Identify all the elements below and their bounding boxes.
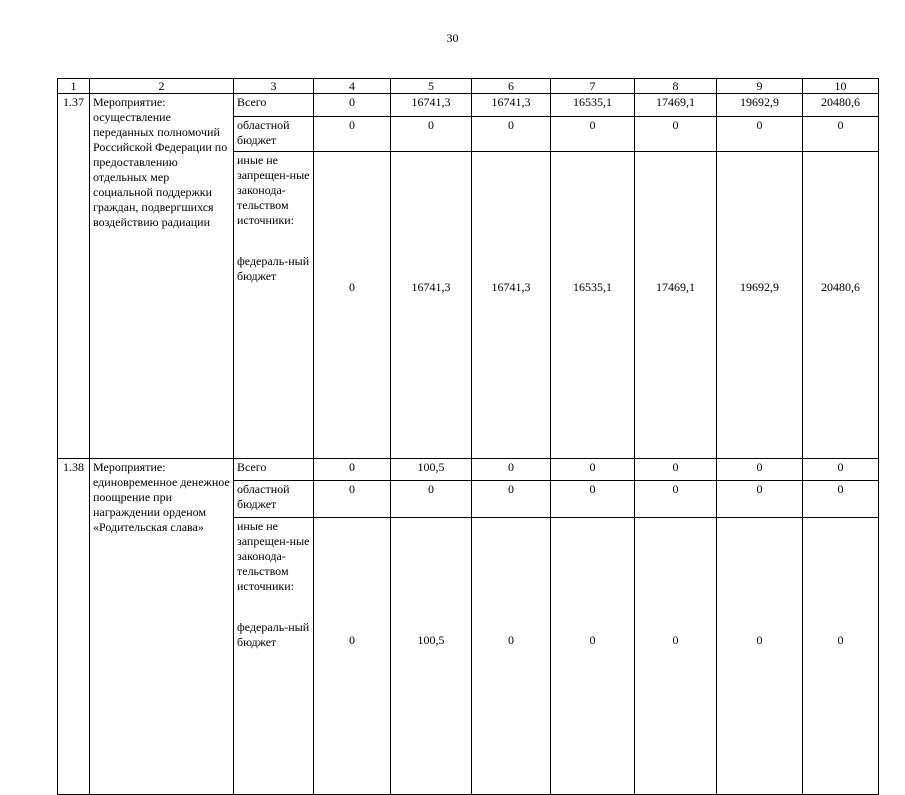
value-cell: 0 <box>314 481 391 518</box>
column-header: 2 <box>90 79 234 94</box>
value-cell: 0 <box>803 518 879 795</box>
value-cell: 0 <box>717 481 803 518</box>
column-header: 6 <box>472 79 551 94</box>
value-cell: 0 <box>551 117 635 152</box>
value-cell: 17469,1 <box>635 152 717 459</box>
value-cell: 20480,6 <box>803 152 879 459</box>
source-header: иные не запрещен-ные законода-тельством источники: <box>237 519 310 593</box>
value-cell: 16535,1 <box>551 94 635 117</box>
page-number: 30 <box>446 31 459 45</box>
column-header: 4 <box>314 79 391 94</box>
value-cell: 19692,9 <box>717 152 803 459</box>
value-cell: 0 <box>391 117 472 152</box>
table-row <box>58 94 879 117</box>
value-cell: 0 <box>472 117 551 152</box>
budget-table <box>57 78 879 795</box>
table-row <box>58 459 879 481</box>
source-label: Всего <box>234 459 314 481</box>
value-cell: 0 <box>551 459 635 481</box>
column-header: 1 <box>58 79 90 94</box>
value-cell: 0 <box>551 518 635 795</box>
value-cell: 0 <box>314 459 391 481</box>
column-header: 5 <box>391 79 472 94</box>
source-cell <box>234 152 314 459</box>
value-cell: 100,5 <box>391 459 472 481</box>
value-cell: 0 <box>551 481 635 518</box>
column-header: 9 <box>717 79 803 94</box>
value-cell: 100,5 <box>391 518 472 795</box>
value-cell: 16741,3 <box>391 94 472 117</box>
row-description: Мероприятие: осуществление переданных полномочий Российской Федерации по предоставлению отдельных мер социальной поддержки граждан, подвергшихся воздействию радиации <box>90 94 234 459</box>
value-cell: 16535,1 <box>551 152 635 459</box>
value-cell: 0 <box>472 518 551 795</box>
row-index: 1.37 <box>58 94 90 459</box>
value-cell: 0 <box>314 518 391 795</box>
source-label: федераль-ный бюджет <box>237 620 310 649</box>
value-cell: 0 <box>803 459 879 481</box>
value-cell: 0 <box>472 481 551 518</box>
value-cell: 16741,3 <box>391 152 472 459</box>
value-cell: 0 <box>314 152 391 459</box>
value-cell: 0 <box>635 518 717 795</box>
column-header: 3 <box>234 79 314 94</box>
column-header: 8 <box>635 79 717 94</box>
value-cell: 0 <box>717 459 803 481</box>
value-cell: 16741,3 <box>472 94 551 117</box>
value-cell: 0 <box>717 518 803 795</box>
value-cell: 0 <box>635 459 717 481</box>
value-cell: 16741,3 <box>472 152 551 459</box>
value-cell: 0 <box>391 481 472 518</box>
value-cell: 0 <box>472 459 551 481</box>
value-cell: 20480,6 <box>803 94 879 117</box>
value-cell: 0 <box>314 117 391 152</box>
row-description: Мероприятие: единовременное денежное поощрение при награждении орденом «Родительская слава» <box>90 459 234 795</box>
value-cell: 0 <box>635 481 717 518</box>
value-cell: 0 <box>314 94 391 117</box>
column-header: 7 <box>551 79 635 94</box>
column-header: 10 <box>803 79 879 94</box>
value-cell: 0 <box>635 117 717 152</box>
value-cell: 0 <box>717 117 803 152</box>
source-label: областной бюджет <box>234 117 314 152</box>
source-label: областной бюджет <box>234 481 314 518</box>
row-index: 1.38 <box>58 459 90 795</box>
source-cell <box>234 518 314 795</box>
source-label: Всего <box>234 94 314 117</box>
value-cell: 17469,1 <box>635 94 717 117</box>
header-row <box>58 79 879 94</box>
source-label: федераль-ный бюджет <box>237 254 310 283</box>
source-header: иные не запрещен-ные законода-тельством источники: <box>237 153 310 227</box>
value-cell: 0 <box>803 481 879 518</box>
value-cell: 19692,9 <box>717 94 803 117</box>
value-cell: 0 <box>803 117 879 152</box>
